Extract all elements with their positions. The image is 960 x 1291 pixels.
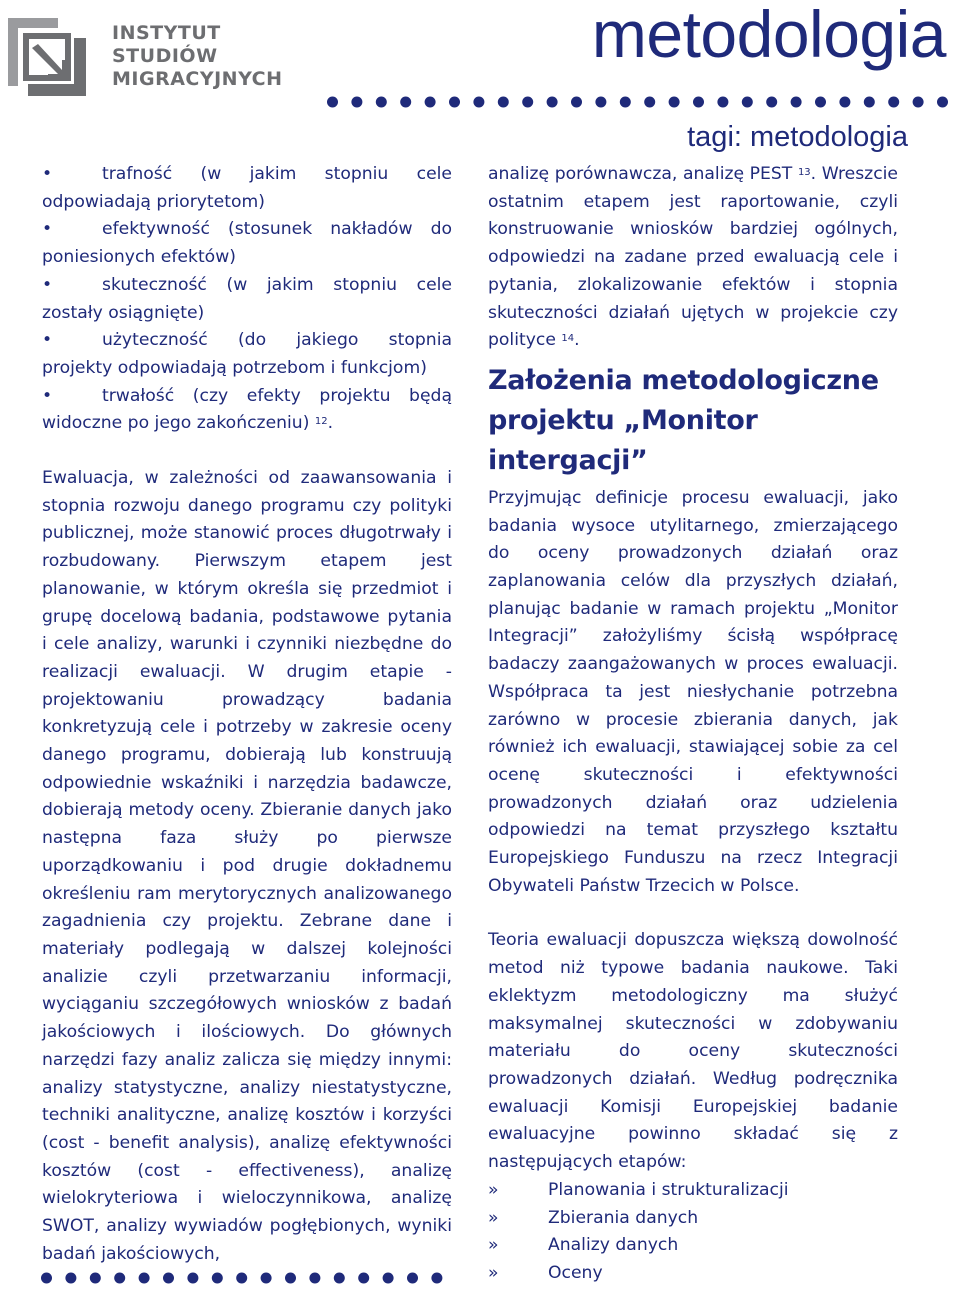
- divider-dot: [327, 97, 338, 108]
- left-column: [42, 161, 452, 1268]
- divider-dot: [839, 97, 850, 108]
- list-item: [488, 1232, 898, 1260]
- page-title: metodologia: [591, 0, 946, 71]
- divider-dot: [522, 97, 533, 108]
- divider-dot: [139, 1273, 150, 1284]
- divider-dot: [815, 97, 826, 108]
- divider-dot: [400, 97, 411, 108]
- divider-dot: [620, 97, 631, 108]
- list-text: Oceny: [548, 1262, 603, 1283]
- text-run: . Wreszcie ostatnim etapem jest raportowanie, czyli konstruowanie wniosków bardziej ogólnych, odpowiedzi na zadane przed ewaluacją cele i pytania, zlokalizowanie efektów i stopnia skuteczności działań ujętych w projekcie czy polityce: [488, 164, 899, 351]
- institute-logo: [8, 14, 308, 104]
- divider-dot: [431, 1273, 442, 1284]
- bullet-marker: •: [42, 219, 53, 240]
- logo-text: [112, 22, 308, 91]
- divider-dot: [864, 97, 875, 108]
- divider-dot: [937, 97, 948, 108]
- divider-dot: [766, 97, 777, 108]
- text-run: analizę porównawcza, analizę PEST: [488, 164, 793, 184]
- divider-dot: [187, 1273, 198, 1284]
- footnote-ref: 14: [561, 333, 575, 345]
- list-marker: »: [488, 1207, 499, 1228]
- list-text: Analizy danych: [548, 1235, 679, 1256]
- bullet-marker: •: [42, 385, 53, 406]
- bullet-marker: •: [42, 274, 53, 295]
- bullet-item: [42, 161, 452, 216]
- divider-dot: [473, 97, 484, 108]
- divider-dot: [717, 97, 728, 108]
- divider-dot: [449, 97, 460, 108]
- divider-dot: [547, 97, 558, 108]
- bullet-item: [42, 327, 452, 382]
- top-dot-divider: [326, 95, 960, 109]
- divider-dot: [888, 97, 899, 108]
- section-heading: Założenia metodologiczne projektu „Monitor intergacji”: [488, 364, 879, 476]
- divider-dot: [351, 97, 362, 108]
- list-marker: »: [488, 1262, 499, 1283]
- divider-dot: [498, 97, 509, 108]
- divider-dot: [669, 97, 680, 108]
- bullet-marker: •: [42, 164, 53, 184]
- divider-dot: [742, 97, 753, 108]
- list-item: [488, 1177, 898, 1205]
- footnote-ref: 12: [314, 416, 328, 428]
- text-run: .: [574, 330, 580, 351]
- divider-dot: [41, 1273, 52, 1284]
- bullet-text: trwałość (czy efekty projektu będą widoczne po jego zakończeniu): [42, 385, 452, 434]
- divider-dot: [407, 1273, 418, 1284]
- divider-dot: [425, 97, 436, 108]
- bottom-dot-divider: [40, 1271, 452, 1285]
- continued-paragraph: [488, 161, 898, 355]
- divider-dot: [693, 97, 704, 108]
- divider-dot: [309, 1273, 320, 1284]
- logo-mark-icon: [8, 18, 86, 96]
- list-text: Zbierania danych: [548, 1207, 699, 1228]
- bullet-text: trafność (w jakim stopniu cele odpowiadają priorytetom): [42, 164, 452, 212]
- body-paragraph: Przyjmując definicje procesu ewaluacji, jako badania wysoce utylitarnego, zmierzającego do oceny prowadzonych działań oraz zaplanowania celów dla przyszłych działań, planując badanie w ramach projektu „Monitor Integracji” założyliśmy ścisłą współpracę badaczy zaangażowanych w proces ewaluacji. Współpraca ta jest niesłychanie potrzebna zarówno w procesie zbierania danych, jak również ich ewaluacji, stawiającej sobie za cel ocenę skuteczności i efektywności prowadzonych działań oraz udzielenia odpowiedzi na temat przyszłego kształtu Europejskiego Funduszu na rzecz Integracji Obywateli Państw Trzecich w Polsce.: [488, 487, 898, 896]
- divider-dot: [114, 1273, 125, 1284]
- logo-line-1: INSTYTUT STUDIÓW: [112, 22, 221, 67]
- divider-dot: [791, 97, 802, 108]
- body-paragraph: Ewaluacja, w zależności od zaawansowania i stopnia rozwoju danego programu czy polityki publicznej, może stanowić proces długotrwały i rozbudowany. Pierwszym etapem jest planowanie, w którym określa się przedmiot i grupę docelową badania, podstawowe pytania i cele analizy, warunki i czynniki niezbędne do realizacji ewaluacji. W drugim etapie - projektowaniu prowadzący badania konkretyzują cele i potrzeby w zakresie oceny danego programu, dobierają lub konstruują odpowiednie wskaźniki i narzędzia badawcze, dobierają metody oceny. Zbieranie danych jako następna faza służy po pierwsze uporządkowaniu i pod drugie dokładnemu określeniu ram merytorycznych analizowanego zagadnienia czy projektu. Zebrane dane i materiały podlegają w dalszej kolejności analizie czyli przetwarzaniu informacji, wyciąganiu szczegółowych wniosków z badań jakościowych i ilościowych. Do głównych narzędzi fazy analiz zalicza się między innymi: analizy statystyczne, analizy niestatystyczne, techniki analityczne, analizę kosztów i korzyści (cost - benefit analysis), analizę efektywności kosztów (cost - effectiveness), analizę wielokryteriowa i wieloczynnikowa, analizę SWOT, analizy wywiadów pogłębionych, wyniki badań jakościowych,: [42, 468, 452, 1264]
- divider-dot: [358, 1273, 369, 1284]
- divider-dot: [383, 1273, 394, 1284]
- divider-dot: [334, 1273, 345, 1284]
- list-marker: »: [488, 1179, 499, 1200]
- list-text: Planowania i strukturalizacji: [548, 1179, 789, 1200]
- bullet-item: [42, 216, 452, 271]
- list-item: [488, 1205, 898, 1233]
- divider-dot: [913, 97, 924, 108]
- divider-dot: [571, 97, 582, 108]
- right-column: [488, 161, 898, 1288]
- divider-dot: [163, 1273, 174, 1284]
- bullet-item: [42, 383, 452, 438]
- punctuation: .: [327, 413, 334, 434]
- tag-label: tagi: metodologia: [687, 121, 908, 153]
- bullet-text: efektywność (stosunek nakładów do poniesionych efektów): [42, 219, 452, 268]
- list-item: [488, 1260, 898, 1288]
- divider-dot: [65, 1273, 76, 1284]
- divider-dot: [285, 1273, 296, 1284]
- body-paragraph: Teoria ewaluacji dopuszcza większą dowolność metod niż typowe badania naukowe. Taki eklektyzm metodologiczny ma służyć maksymalnej skuteczności w zdobywaniu materiału do oceny skuteczności prowadzonych działań. Według podręcznika ewaluacji Komisji Europejskiej badanie ewaluacyjne powinno składać się z następujących etapów:: [488, 930, 898, 1173]
- list-marker: »: [488, 1235, 499, 1256]
- footnote-ref: 13: [797, 167, 811, 178]
- divider-dot: [90, 1273, 101, 1284]
- divider-dot: [376, 97, 387, 108]
- logo-line-2: MIGRACYJNYCH: [112, 68, 283, 90]
- bullet-item: [42, 272, 452, 327]
- bullet-text: skuteczność (w jakim stopniu cele zostały osiągnięte): [42, 274, 452, 323]
- divider-dot: [212, 1273, 223, 1284]
- divider-dot: [236, 1273, 247, 1284]
- bullet-marker: •: [42, 330, 53, 351]
- divider-dot: [595, 97, 606, 108]
- divider-dot: [261, 1273, 272, 1284]
- bullet-text: użyteczność (do jakiego stopnia projekty odpowiadają potrzebom i funkcjom): [42, 330, 452, 378]
- divider-dot: [644, 97, 655, 108]
